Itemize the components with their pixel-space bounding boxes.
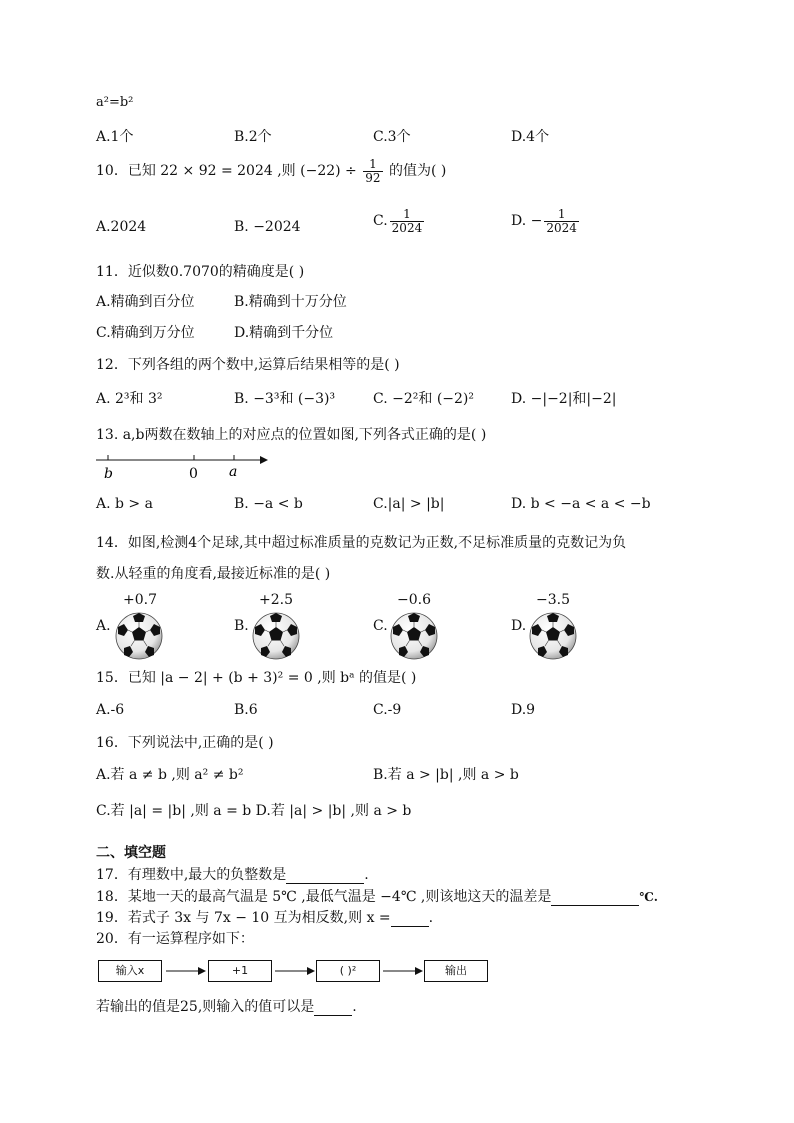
q15-option-b: B.6 [234, 702, 258, 718]
arrow-icon [383, 964, 423, 978]
flow-box-plus-one: +1 [208, 960, 272, 982]
q15-option-d: D.9 [511, 702, 536, 718]
soccer-ball-icon [529, 612, 577, 660]
q19-stem: 19．若式子 3x 与 7x − 10 互为相反数,则 x = [96, 910, 391, 926]
q20-blank[interactable] [314, 999, 352, 1016]
q11-option-c: C.精确到万分位 [96, 325, 195, 341]
soccer-ball-icon [115, 612, 163, 660]
arrow-icon [166, 964, 206, 978]
q19-blank[interactable] [391, 910, 429, 927]
q10-stem-pre: 10．已知 22 × 92 = 2024 ,则 (−22) ÷ [96, 163, 357, 180]
q16-option-b: B.若 a > |b| ,则 a > b [373, 767, 519, 783]
flow-box-square: ( )² [316, 960, 380, 982]
q14-ball-c-value: −0.6 [397, 592, 431, 608]
q20-tail-text: 若输出的值是25,则输入的值可以是 [96, 999, 315, 1015]
q12-option-b: B. −3³和 (−3)³ [234, 391, 336, 407]
q11-option-a: A.精确到百分位 [96, 294, 195, 310]
q14-stem-line1: 14．如图,检测4个足球,其中超过标准质量的克数记为正数,不足标准质量的克数记为负 [96, 535, 627, 551]
q20-stem: 20．有一运算程序如下： [96, 931, 254, 947]
q13-option-b: B. −a < b [234, 496, 303, 512]
soccer-ball-icon [252, 612, 300, 660]
q13-stem: 13. a,b两数在数轴上的对应点的位置如图,下列各式正确的是( ) [96, 427, 487, 443]
q9-option-c: C.3个 [373, 129, 411, 145]
q10-option-b: B. −2024 [234, 219, 301, 235]
axis-label-0: 0 [189, 466, 198, 482]
q18-stem: 18．某地一天的最高气温是 5℃ ,最低气温是 −4℃ ,则该地这天的温差是 [96, 889, 552, 905]
q14-stem-line2: 数.从轻重的角度看,最接近标准的是( ) [96, 566, 331, 582]
q14-ball-d-value: −3.5 [536, 592, 570, 608]
number-line-figure [94, 448, 270, 484]
q16-option-a: A.若 a ≠ b ,则 a² ≠ b² [96, 767, 244, 783]
q9-tail: a²=b² [96, 95, 134, 110]
flow-box-input: 输入x [98, 960, 162, 982]
q14-ball-a-value: +0.7 [123, 592, 157, 608]
q14-option-c-letter: C. [373, 618, 388, 634]
section-title: 二、填空题 [96, 845, 166, 861]
q17: 17．有理数中,最大的负整数是 . [96, 867, 369, 883]
q10-option-a: A.2024 [96, 219, 147, 235]
q16-option-cd: C.若 |a| = |b| ,则 a = b D.若 |a| > |b| ,则 a > b [96, 803, 412, 819]
q17-blank[interactable] [286, 867, 364, 884]
q14-option-a-letter: A. [96, 618, 111, 634]
q17-stem: 17．有理数中,最大的负整数是 [96, 867, 287, 883]
q13-option-a: A. b > a [96, 496, 153, 512]
q10-stem [96, 158, 446, 184]
q13-option-d: D. b < −a < a < −b [511, 496, 651, 512]
q9-option-b: B.2个 [234, 129, 272, 145]
q14-option-d-letter: D. [511, 618, 527, 634]
q16-stem: 16．下列说法中,正确的是( ) [96, 735, 274, 751]
q14-ball-b-value: +2.5 [259, 592, 293, 608]
q12-option-d: D. −|−2|和|−2| [511, 391, 617, 407]
arrow-icon [260, 456, 268, 464]
q12-stem: 12．下列各组的两个数中,运算后结果相等的是( ) [96, 357, 400, 373]
q10-stem-post: 的值为( ) [388, 163, 447, 180]
q14-option-b-letter: B. [234, 618, 249, 634]
axis-label-b: b [104, 466, 113, 482]
q11-option-d: D.精确到千分位 [234, 325, 334, 341]
q15-stem: 15．已知 |a − 2| + (b + 3)² = 0 ,则 bᵃ 的值是( ) [96, 670, 417, 686]
q11-stem: 11．近似数0.7070的精确度是( ) [96, 264, 305, 280]
q13-option-c: C.|a| > |b| [373, 496, 445, 512]
q9-option-d: D.4个 [511, 129, 550, 145]
q12-option-a: A. 2³和 3² [96, 391, 163, 407]
q10-option-c: C. $\frac{1}{2024}$ [373, 207, 423, 235]
q15-option-c: C.-9 [373, 702, 402, 718]
q10-option-d: D. − $\frac{1}{2024}$ [511, 207, 577, 235]
soccer-ball-icon [390, 612, 438, 660]
q10-fraction: $\frac{1}{92}$ [365, 157, 381, 185]
q19: 19．若式子 3x 与 7x − 10 互为相反数,则 x = . [96, 910, 434, 926]
q20-tail: 若输出的值是25,则输入的值可以是 . [96, 999, 357, 1015]
q9-option-a: A.1个 [96, 129, 134, 145]
q15-option-a: A.-6 [96, 702, 125, 718]
arrow-icon [275, 964, 315, 978]
q12-option-c: C. −2²和 (−2)² [373, 391, 474, 407]
q18-blank[interactable] [551, 889, 639, 906]
q11-option-b: B.精确到十万分位 [234, 294, 347, 310]
q18: 18．某地一天的最高气温是 5℃ ,最低气温是 −4℃ ,则该地这天的温差是 ℃. [96, 889, 658, 905]
axis-label-a: a [229, 464, 238, 480]
flow-box-output: 输出 [424, 960, 488, 982]
